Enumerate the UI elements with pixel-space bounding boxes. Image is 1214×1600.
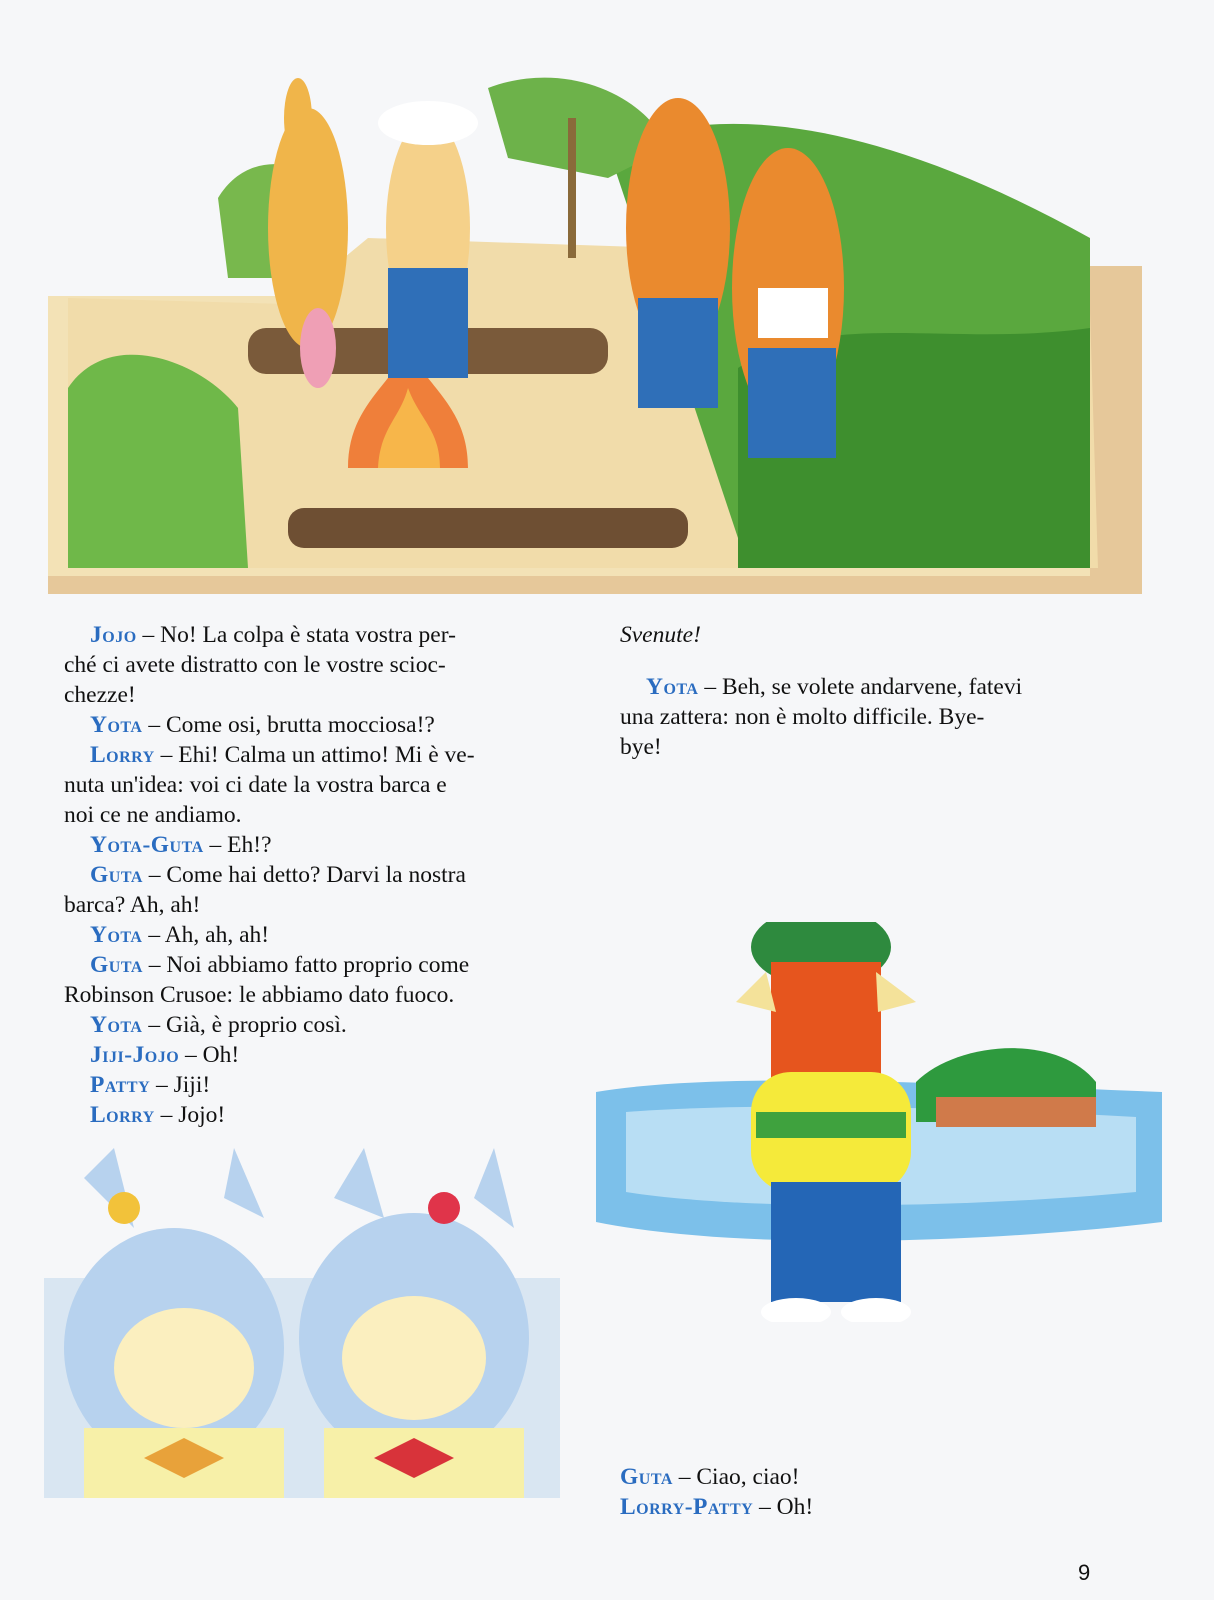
- dialogue-text: Oh!: [202, 1042, 240, 1068]
- cartoon-character-looking-at-sea: [596, 922, 1162, 1322]
- dialogue-text: Già, è proprio così.: [165, 1012, 347, 1038]
- dialogue-text: bye!: [620, 734, 662, 760]
- dialogue-text: No! La colpa è stata vostra per-: [160, 622, 456, 648]
- speaker-name: Jojo: [90, 622, 137, 648]
- dialogue-text: barca? Ah, ah!: [64, 892, 201, 918]
- cartoon-two-cats-saluting: [44, 1138, 560, 1498]
- dialogue-text: Come osi, brutta mocciosa!?: [165, 712, 435, 738]
- speaker-name: Guta: [90, 952, 143, 978]
- speaker-name: Lorry: [90, 1102, 155, 1128]
- dialogue-line: [64, 890, 568, 920]
- dialogue-line: Yota – Come osi, brutta mocciosa!?: [90, 712, 435, 738]
- dialogue-text: Beh, se volete andarvene, fatevi: [721, 674, 1023, 700]
- dialogue-line: Yota-Guta – Eh!?: [90, 832, 272, 858]
- dialogue-text: nuta un'idea: voi ci date la vostra barca e: [64, 772, 447, 798]
- speaker-name: Yota: [90, 1012, 143, 1038]
- dialogue-text: ché ci avete distratto con le vostre scioc-: [64, 652, 446, 678]
- dialogue-column-right: [620, 620, 1114, 762]
- dialogue-text: chezze!: [64, 682, 136, 708]
- dialogue-line: [64, 980, 568, 1010]
- dialogue-text: Oh!: [776, 1494, 814, 1520]
- dialogue-text: Ciao, ciao!: [696, 1464, 800, 1490]
- dialogue-line: Yota – Già, è proprio così.: [90, 1012, 347, 1038]
- dialogue-line: Yota – Beh, se volete andarvene, fatevi: [646, 674, 1023, 700]
- stage-direction: Svenute!: [620, 622, 701, 648]
- dialogue-text: Come hai detto? Darvi la nostra: [166, 862, 466, 888]
- dialogue-line: [620, 702, 1114, 732]
- dialogue-text: Ehi! Calma un attimo! Mi è ve-: [178, 742, 475, 768]
- dialogue-line: Yota – Ah, ah, ah!: [90, 922, 270, 948]
- cartoon-scene-beach-campfire: [48, 28, 1142, 594]
- dialogue-line: Lorry-Patty – Oh!: [620, 1494, 814, 1520]
- dialogue-text: Jojo!: [178, 1102, 226, 1128]
- speaker-name: Yota: [90, 922, 143, 948]
- dialogue-text: Robinson Crusoe: le abbiamo dato fuoco.: [64, 982, 455, 1008]
- speaker-name: Yota-Guta: [90, 832, 204, 858]
- dialogue-line: [64, 800, 568, 830]
- dialogue-line: Guta – Ciao, ciao!: [620, 1464, 800, 1490]
- dialogue-text: noi ce ne andiamo.: [64, 802, 242, 828]
- dialogue-line: Guta – Come hai detto? Darvi la nostra: [90, 862, 466, 888]
- dialogue-line: Guta – Noi abbiamo fatto proprio come: [90, 952, 470, 978]
- dialogue-bottom-right: [620, 1462, 1114, 1522]
- dialogue-column-left: [64, 620, 568, 1130]
- dialogue-text: Jiji!: [173, 1072, 211, 1098]
- dialogue-line: Jojo – No! La colpa è stata vostra per-: [90, 622, 456, 648]
- dialogue-text: una zattera: non è molto difficile. Bye-: [620, 704, 985, 730]
- dialogue-line: Jiji-Jojo – Oh!: [90, 1042, 240, 1068]
- dialogue-line: [64, 680, 568, 710]
- dialogue-text: Ah, ah, ah!: [164, 922, 270, 948]
- speaker-name: Lorry: [90, 742, 155, 768]
- dialogue-line: [620, 732, 1114, 762]
- speaker-name: Jiji-Jojo: [90, 1042, 180, 1068]
- dialogue-line: [64, 650, 568, 680]
- dialogue-line: Lorry – Jojo!: [90, 1102, 226, 1128]
- speaker-name: Guta: [620, 1464, 673, 1490]
- speaker-name: Yota: [90, 712, 143, 738]
- speaker-name: Lorry-Patty: [620, 1494, 754, 1520]
- speaker-name: Yota: [646, 674, 699, 700]
- speaker-name: Patty: [90, 1072, 151, 1098]
- dialogue-text: Noi abbiamo fatto proprio come: [166, 952, 470, 978]
- speaker-name: Guta: [90, 862, 143, 888]
- dialogue-line: Lorry – Ehi! Calma un attimo! Mi è ve-: [90, 742, 475, 768]
- dialogue-line: [64, 770, 568, 800]
- dialogue-line: Patty – Jiji!: [90, 1072, 211, 1098]
- dialogue-text: Eh!?: [227, 832, 272, 858]
- page-number: 9: [1078, 1560, 1091, 1585]
